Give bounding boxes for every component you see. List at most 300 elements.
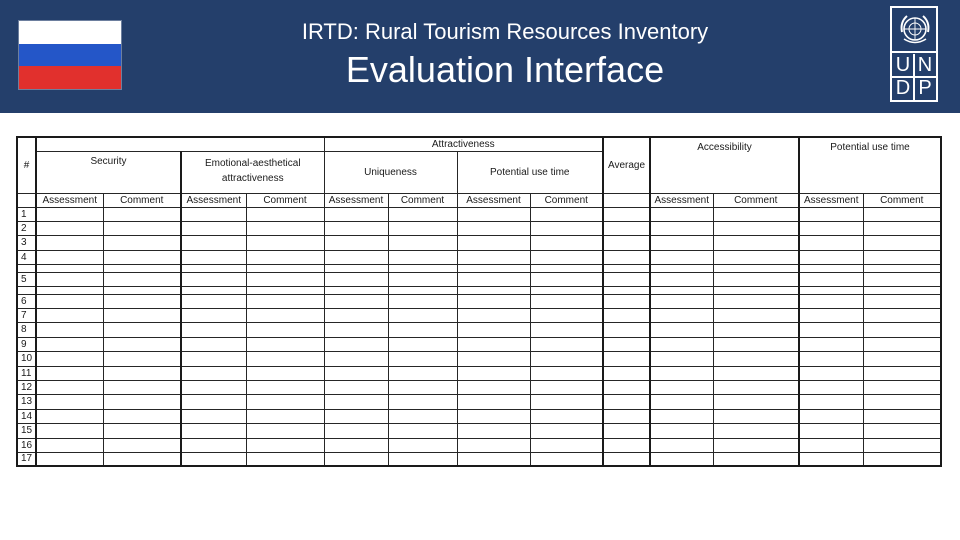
table-cell[interactable]	[457, 423, 530, 438]
table-cell[interactable]	[863, 250, 941, 264]
table-cell[interactable]	[530, 438, 603, 452]
table-cell[interactable]	[36, 207, 103, 221]
table-cell[interactable]	[457, 366, 530, 380]
table-cell[interactable]	[457, 337, 530, 351]
table-cell[interactable]	[457, 351, 530, 366]
average-subheader	[603, 193, 650, 207]
table-cell[interactable]	[650, 380, 713, 394]
table-row	[17, 380, 941, 394]
table-cell[interactable]	[863, 351, 941, 366]
table-cell[interactable]	[36, 221, 103, 235]
table-cell[interactable]	[603, 221, 650, 235]
table-cell[interactable]	[181, 264, 246, 272]
row-number	[17, 286, 36, 294]
table-cell[interactable]	[863, 286, 941, 294]
table-cell[interactable]	[713, 286, 799, 294]
row-number: 17	[17, 452, 36, 466]
table-cell[interactable]	[603, 452, 650, 466]
table-cell[interactable]	[799, 294, 863, 308]
table-cell[interactable]	[36, 380, 103, 394]
security-assessment-header: Assessment	[36, 193, 103, 207]
table-cell[interactable]	[246, 409, 324, 423]
table-cell[interactable]	[181, 394, 246, 409]
table-row	[17, 394, 941, 409]
table-row	[17, 308, 941, 322]
table-cell[interactable]	[181, 438, 246, 452]
table-cell[interactable]	[246, 294, 324, 308]
table-cell[interactable]	[530, 409, 603, 423]
table-cell[interactable]	[530, 294, 603, 308]
table-cell[interactable]	[246, 438, 324, 452]
table-cell[interactable]	[530, 250, 603, 264]
table-cell[interactable]	[713, 207, 799, 221]
table-cell[interactable]	[603, 423, 650, 438]
table-cell[interactable]	[324, 423, 388, 438]
table-cell[interactable]	[324, 221, 388, 235]
table-cell[interactable]	[103, 351, 181, 366]
table-cell[interactable]	[324, 394, 388, 409]
emotional-assessment-header: Assessment	[181, 193, 246, 207]
table-cell[interactable]	[713, 272, 799, 286]
right-potential-use-time-header: Potential use time	[799, 137, 941, 193]
table-cell[interactable]	[36, 250, 103, 264]
table-cell[interactable]	[863, 264, 941, 272]
table-cell[interactable]	[36, 366, 103, 380]
row-number: 7	[17, 308, 36, 322]
table-cell[interactable]	[650, 337, 713, 351]
table-cell[interactable]	[36, 438, 103, 452]
table-row	[17, 294, 941, 308]
table-cell[interactable]	[530, 286, 603, 294]
table-cell[interactable]	[530, 264, 603, 272]
table-cell[interactable]	[36, 308, 103, 322]
table-cell[interactable]	[36, 286, 103, 294]
table-row	[17, 423, 941, 438]
table-cell[interactable]	[863, 294, 941, 308]
table-row	[17, 250, 941, 264]
table-cell[interactable]	[863, 337, 941, 351]
table-cell[interactable]	[603, 351, 650, 366]
table-cell[interactable]	[863, 207, 941, 221]
table-cell[interactable]	[246, 380, 324, 394]
table-cell[interactable]	[324, 322, 388, 337]
table-cell[interactable]	[103, 308, 181, 322]
table-cell[interactable]	[799, 366, 863, 380]
table-cell[interactable]	[103, 366, 181, 380]
table-cell[interactable]	[181, 235, 246, 250]
table-cell[interactable]	[246, 366, 324, 380]
table-row	[17, 438, 941, 452]
logo-letter-n: N	[917, 54, 933, 76]
table-cell[interactable]	[181, 452, 246, 466]
table-cell[interactable]	[650, 423, 713, 438]
table-cell[interactable]	[324, 366, 388, 380]
average-column-header: Average	[603, 137, 650, 193]
table-cell[interactable]	[324, 235, 388, 250]
table-cell[interactable]	[246, 337, 324, 351]
table-cell[interactable]	[799, 308, 863, 322]
table-cell[interactable]	[388, 294, 457, 308]
table-cell[interactable]	[530, 380, 603, 394]
table-cell[interactable]	[603, 264, 650, 272]
table-cell[interactable]	[181, 380, 246, 394]
table-cell[interactable]	[603, 286, 650, 294]
table-cell[interactable]	[799, 264, 863, 272]
table-cell[interactable]	[246, 286, 324, 294]
row-number: 11	[17, 366, 36, 380]
table-cell[interactable]	[863, 438, 941, 452]
table-cell[interactable]	[863, 409, 941, 423]
table-cell[interactable]	[650, 366, 713, 380]
table-cell[interactable]	[863, 423, 941, 438]
evaluation-table	[16, 136, 942, 467]
table-cell[interactable]	[103, 322, 181, 337]
table-cell[interactable]	[324, 337, 388, 351]
logo-letter-d: D	[895, 77, 911, 99]
table-cell[interactable]	[650, 207, 713, 221]
table-cell[interactable]	[650, 452, 713, 466]
table-cell[interactable]	[457, 207, 530, 221]
table-cell[interactable]	[324, 308, 388, 322]
table-cell[interactable]	[863, 366, 941, 380]
table-cell[interactable]	[388, 337, 457, 351]
table-cell[interactable]	[324, 294, 388, 308]
table-cell[interactable]	[36, 272, 103, 286]
table-cell[interactable]	[603, 322, 650, 337]
table-cell[interactable]	[36, 452, 103, 466]
table-cell[interactable]	[36, 409, 103, 423]
table-cell[interactable]	[324, 351, 388, 366]
table-cell[interactable]	[388, 308, 457, 322]
table-cell[interactable]	[603, 272, 650, 286]
table-cell[interactable]	[650, 322, 713, 337]
table-cell[interactable]	[863, 235, 941, 250]
table-cell[interactable]	[181, 250, 246, 264]
table-cell[interactable]	[324, 250, 388, 264]
table-cell[interactable]	[388, 423, 457, 438]
row-number: 14	[17, 409, 36, 423]
table-cell[interactable]	[457, 322, 530, 337]
table-cell[interactable]	[863, 394, 941, 409]
row-number: 16	[17, 438, 36, 452]
table-cell[interactable]	[650, 272, 713, 286]
table-cell[interactable]	[530, 308, 603, 322]
table-cell[interactable]	[181, 423, 246, 438]
table-cell[interactable]	[457, 250, 530, 264]
table-cell[interactable]	[863, 380, 941, 394]
potential-comment-header: Comment	[530, 193, 603, 207]
table-cell[interactable]	[457, 438, 530, 452]
un-emblem-icon	[898, 12, 932, 46]
table-cell[interactable]	[457, 409, 530, 423]
table-cell[interactable]	[713, 423, 799, 438]
row-number: 4	[17, 250, 36, 264]
table-cell[interactable]	[103, 286, 181, 294]
table-cell[interactable]	[388, 322, 457, 337]
number-column-header: #	[17, 137, 36, 193]
table-cell[interactable]	[246, 250, 324, 264]
row-number: 1	[17, 207, 36, 221]
table-cell[interactable]	[181, 294, 246, 308]
table-cell[interactable]	[799, 207, 863, 221]
table-cell[interactable]	[103, 272, 181, 286]
table-row	[17, 207, 941, 221]
table-cell[interactable]	[457, 286, 530, 294]
table-cell[interactable]	[103, 380, 181, 394]
table-cell[interactable]	[457, 294, 530, 308]
table-cell[interactable]	[388, 286, 457, 294]
table-cell[interactable]	[103, 452, 181, 466]
table-cell[interactable]	[246, 394, 324, 409]
table-cell[interactable]	[246, 235, 324, 250]
table-cell[interactable]	[530, 394, 603, 409]
table-cell[interactable]	[103, 409, 181, 423]
table-cell[interactable]	[530, 366, 603, 380]
table-cell[interactable]	[530, 207, 603, 221]
table-cell[interactable]	[388, 438, 457, 452]
table-cell[interactable]	[799, 322, 863, 337]
table-cell[interactable]	[324, 264, 388, 272]
table-cell[interactable]	[324, 207, 388, 221]
table-cell[interactable]	[246, 423, 324, 438]
table-cell[interactable]	[457, 272, 530, 286]
table-cell[interactable]	[103, 207, 181, 221]
table-cell[interactable]	[103, 423, 181, 438]
undp-logo	[890, 6, 938, 102]
table-cell[interactable]	[246, 264, 324, 272]
table-cell[interactable]	[863, 221, 941, 235]
russia-flag-icon	[18, 20, 122, 90]
table-cell[interactable]	[603, 394, 650, 409]
table-cell[interactable]	[324, 380, 388, 394]
table-cell[interactable]	[246, 272, 324, 286]
row-number: 13	[17, 394, 36, 409]
table-cell[interactable]	[246, 452, 324, 466]
table-cell[interactable]	[181, 366, 246, 380]
table-cell[interactable]	[388, 250, 457, 264]
table-cell[interactable]	[650, 235, 713, 250]
accessibility-comment-header: Comment	[713, 193, 799, 207]
table-cell[interactable]	[799, 409, 863, 423]
table-cell[interactable]	[650, 250, 713, 264]
table-cell[interactable]	[799, 272, 863, 286]
table-row	[17, 286, 941, 294]
security-column-header: Security	[36, 151, 181, 193]
table-cell[interactable]	[713, 337, 799, 351]
table-cell[interactable]	[457, 235, 530, 250]
table-cell[interactable]	[103, 235, 181, 250]
security-comment-header: Comment	[103, 193, 181, 207]
table-cell[interactable]	[863, 308, 941, 322]
table-cell[interactable]	[103, 337, 181, 351]
uniqueness-column-header: Uniqueness	[324, 151, 457, 193]
table-cell[interactable]	[799, 250, 863, 264]
table-cell[interactable]	[457, 264, 530, 272]
table-cell[interactable]	[181, 286, 246, 294]
table-cell[interactable]	[103, 221, 181, 235]
table-cell[interactable]	[603, 438, 650, 452]
table-cell[interactable]	[799, 286, 863, 294]
table-cell[interactable]	[603, 409, 650, 423]
table-cell[interactable]	[181, 351, 246, 366]
table-cell[interactable]	[713, 438, 799, 452]
table-cell[interactable]	[388, 221, 457, 235]
table-cell[interactable]	[603, 308, 650, 322]
table-cell[interactable]	[713, 366, 799, 380]
table-cell[interactable]	[713, 235, 799, 250]
table-cell[interactable]	[181, 409, 246, 423]
table-cell[interactable]	[530, 452, 603, 466]
table-cell[interactable]	[181, 207, 246, 221]
table-cell[interactable]	[799, 394, 863, 409]
table-cell[interactable]	[650, 409, 713, 423]
table-cell[interactable]	[36, 235, 103, 250]
table-cell[interactable]	[246, 207, 324, 221]
table-cell[interactable]	[530, 235, 603, 250]
table-cell[interactable]	[650, 221, 713, 235]
table-row	[17, 452, 941, 466]
table-cell[interactable]	[603, 250, 650, 264]
table-cell[interactable]	[324, 438, 388, 452]
table-cell[interactable]	[650, 308, 713, 322]
emotional-aesthetical-column-header: Emotional-aesthetical attractiveness	[181, 151, 324, 193]
table-cell[interactable]	[457, 452, 530, 466]
row-number: 12	[17, 380, 36, 394]
table-cell[interactable]	[36, 394, 103, 409]
table-cell[interactable]	[181, 322, 246, 337]
table-cell[interactable]	[799, 221, 863, 235]
table-cell[interactable]	[713, 322, 799, 337]
row-number: 10	[17, 351, 36, 366]
table-cell[interactable]	[36, 337, 103, 351]
table-cell[interactable]	[530, 272, 603, 286]
table-cell[interactable]	[388, 272, 457, 286]
table-cell[interactable]	[388, 366, 457, 380]
table-cell[interactable]	[457, 394, 530, 409]
table-cell[interactable]	[388, 235, 457, 250]
table-cell[interactable]	[388, 452, 457, 466]
right-potential-comment-header: Comment	[863, 193, 941, 207]
table-row	[17, 272, 941, 286]
table-row	[17, 409, 941, 423]
table-cell[interactable]	[863, 272, 941, 286]
table-cell[interactable]	[713, 409, 799, 423]
table-cell[interactable]	[246, 308, 324, 322]
table-cell[interactable]	[530, 423, 603, 438]
table-cell[interactable]	[603, 337, 650, 351]
table-cell[interactable]	[36, 351, 103, 366]
table-cell[interactable]	[324, 409, 388, 423]
table-cell[interactable]	[650, 286, 713, 294]
row-number: 8	[17, 322, 36, 337]
table-cell[interactable]	[603, 380, 650, 394]
table-cell[interactable]	[181, 272, 246, 286]
uniqueness-comment-header: Comment	[388, 193, 457, 207]
table-cell[interactable]	[863, 322, 941, 337]
table-cell[interactable]	[246, 221, 324, 235]
table-cell[interactable]	[36, 264, 103, 272]
table-cell[interactable]	[181, 308, 246, 322]
table-cell[interactable]	[603, 366, 650, 380]
table-cell[interactable]	[603, 207, 650, 221]
table-cell[interactable]	[324, 286, 388, 294]
table-cell[interactable]	[530, 337, 603, 351]
table-cell[interactable]	[103, 264, 181, 272]
table-cell[interactable]	[181, 337, 246, 351]
table-cell[interactable]	[713, 264, 799, 272]
table-cell[interactable]	[36, 294, 103, 308]
table-cell[interactable]	[799, 438, 863, 452]
table-cell[interactable]	[388, 264, 457, 272]
table-cell[interactable]	[799, 423, 863, 438]
potential-assessment-header: Assessment	[457, 193, 530, 207]
logo-letter-u: U	[895, 54, 911, 76]
table-cell[interactable]	[863, 452, 941, 466]
table-cell[interactable]	[799, 452, 863, 466]
table-cell[interactable]	[36, 322, 103, 337]
table-cell[interactable]	[103, 250, 181, 264]
table-cell[interactable]	[713, 380, 799, 394]
table-cell[interactable]	[530, 221, 603, 235]
table-cell[interactable]	[36, 423, 103, 438]
table-cell[interactable]	[713, 294, 799, 308]
table-cell[interactable]	[388, 394, 457, 409]
table-cell[interactable]	[603, 235, 650, 250]
table-cell[interactable]	[713, 452, 799, 466]
row-number: 2	[17, 221, 36, 235]
table-cell[interactable]	[457, 221, 530, 235]
page-subtitle: Evaluation Interface	[345, 49, 665, 90]
table-cell[interactable]	[457, 380, 530, 394]
table-cell[interactable]	[713, 308, 799, 322]
table-cell[interactable]	[603, 294, 650, 308]
table-cell[interactable]	[457, 308, 530, 322]
table-cell[interactable]	[324, 452, 388, 466]
table-cell[interactable]	[713, 221, 799, 235]
table-cell[interactable]	[799, 380, 863, 394]
table-cell[interactable]	[246, 322, 324, 337]
table-cell[interactable]	[388, 207, 457, 221]
row-number	[17, 264, 36, 272]
table-cell[interactable]	[650, 438, 713, 452]
table-cell[interactable]	[650, 351, 713, 366]
table-cell[interactable]	[246, 351, 324, 366]
table-cell[interactable]	[650, 294, 713, 308]
table-cell[interactable]	[799, 337, 863, 351]
table-cell[interactable]	[713, 394, 799, 409]
table-cell[interactable]	[103, 438, 181, 452]
table-cell[interactable]	[388, 409, 457, 423]
table-cell[interactable]	[324, 272, 388, 286]
table-cell[interactable]	[650, 394, 713, 409]
number-subheader	[17, 193, 36, 207]
table-cell[interactable]	[388, 380, 457, 394]
table-cell[interactable]	[713, 351, 799, 366]
table-cell[interactable]	[799, 235, 863, 250]
table-cell[interactable]	[799, 351, 863, 366]
table-cell[interactable]	[713, 250, 799, 264]
table-row	[17, 366, 941, 380]
table-cell[interactable]	[103, 394, 181, 409]
page-title: IRTD: Rural Tourism Resources Inventory	[301, 19, 709, 44]
potential-use-time-column-header: Potential use time	[457, 151, 603, 193]
table-cell[interactable]	[181, 221, 246, 235]
table-cell[interactable]	[388, 351, 457, 366]
table-cell[interactable]	[530, 322, 603, 337]
table-cell[interactable]	[650, 264, 713, 272]
table-cell[interactable]	[530, 351, 603, 366]
table-cell[interactable]	[103, 294, 181, 308]
